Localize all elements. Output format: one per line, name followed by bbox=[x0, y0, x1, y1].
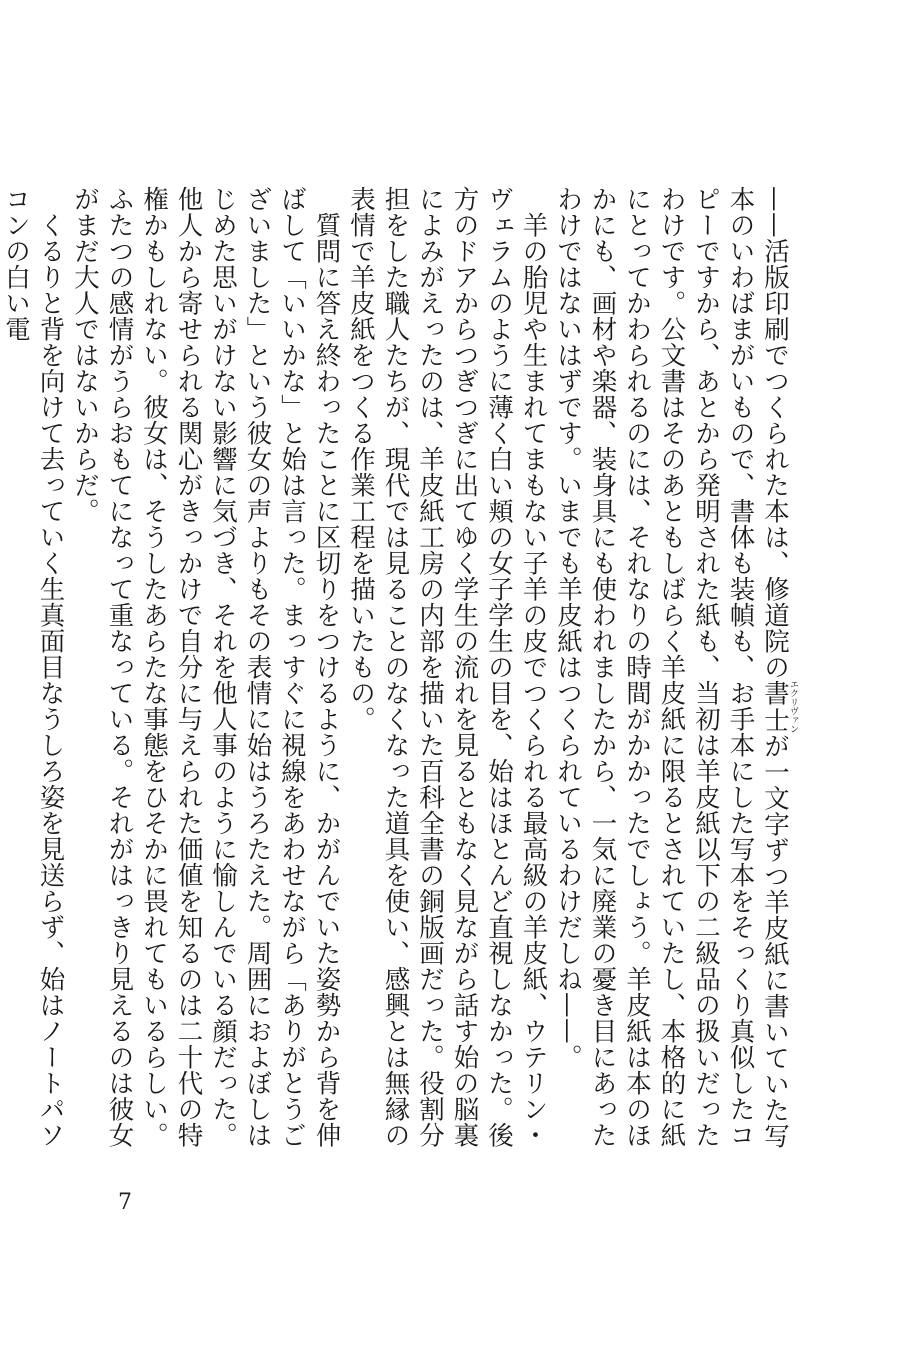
paragraph-4: くるりと背を向けて去っていく生真面目なうしろ姿を見送らず、始はノートパソコンの白い電 bbox=[1, 186, 66, 1148]
paragraph-1 bbox=[551, 186, 799, 1166]
paragraph-1-text-b: が一文字ずつ羊皮紙に書いていた写本のいわばまがいもので、書体も装幀も、お手本にした写本をそっくり真似したコピーですから、あとから発明された紙も、当初は羊皮紙以下の二級品の扱いだったわけです。公文書はそのあともしばらく羊皮紙に限るとされていたし、本格的に紙にとってかわられるのには、それなりの時間がかかったでしょう。羊皮紙は本のほかにも、画材や楽器、装身具にも使われましたから、一気に廃業の憂き目にあったわけではないはずです。いまでも羊皮紙はつくられているわけだしね——。 bbox=[553, 186, 790, 1149]
ruby-scribe bbox=[760, 679, 798, 734]
paragraph-3: 質問に答え終わったことに区切りをつけるように、かがんでいた姿勢から背を伸ばして「いいかな」と始は言った。まっすぐに視線をあわせながら「ありがとうございました」という彼女の声よりもその表情に始はうろたえた。周囲におよぼしはじめた思いがけない影響に気づき、それを他人事のように愉しんでいる顔だった。他人から寄せられる関心がきっかけで自分に与えられた価値を知るのは二十代の特権かもしれない。彼女は、そうしたあらたな事態をひそかに畏れてもいるらしい。ふたつの感情がうらおもてになって重なっている。それがはっきり見えるのは彼女がまだ大人ではないからだ。 bbox=[70, 186, 342, 1148]
vertical-text-body bbox=[1, 186, 798, 1166]
ruby-reading: エクリヴァン bbox=[788, 679, 798, 734]
paragraph-1-text-a: ——活版印刷でつくられた本は、修道院の bbox=[760, 186, 790, 680]
page-number: 7 bbox=[118, 1190, 132, 1215]
ruby-base: 書士 bbox=[760, 679, 790, 734]
paragraph-2: 羊の胎児や生まれてまもない子羊の皮でつくられる最高級の羊皮紙、ウテリン・ヴェラムのように薄く白い頬の女子学生の目を、始はほとんど直視しなかった。後方のドアからつぎつぎに出てゆく学生の流れを見るともなく見ながら話す始の脳裏によみがえったのは、羊皮紙工房の内部を描いた百科全書の銅版画だった。役割分担をした職人たちが、現代では見ることのなくなった道具を使い、感興とは無縁の表情で羊皮紙をつくる作業工程を描いたもの。 bbox=[346, 186, 549, 1148]
